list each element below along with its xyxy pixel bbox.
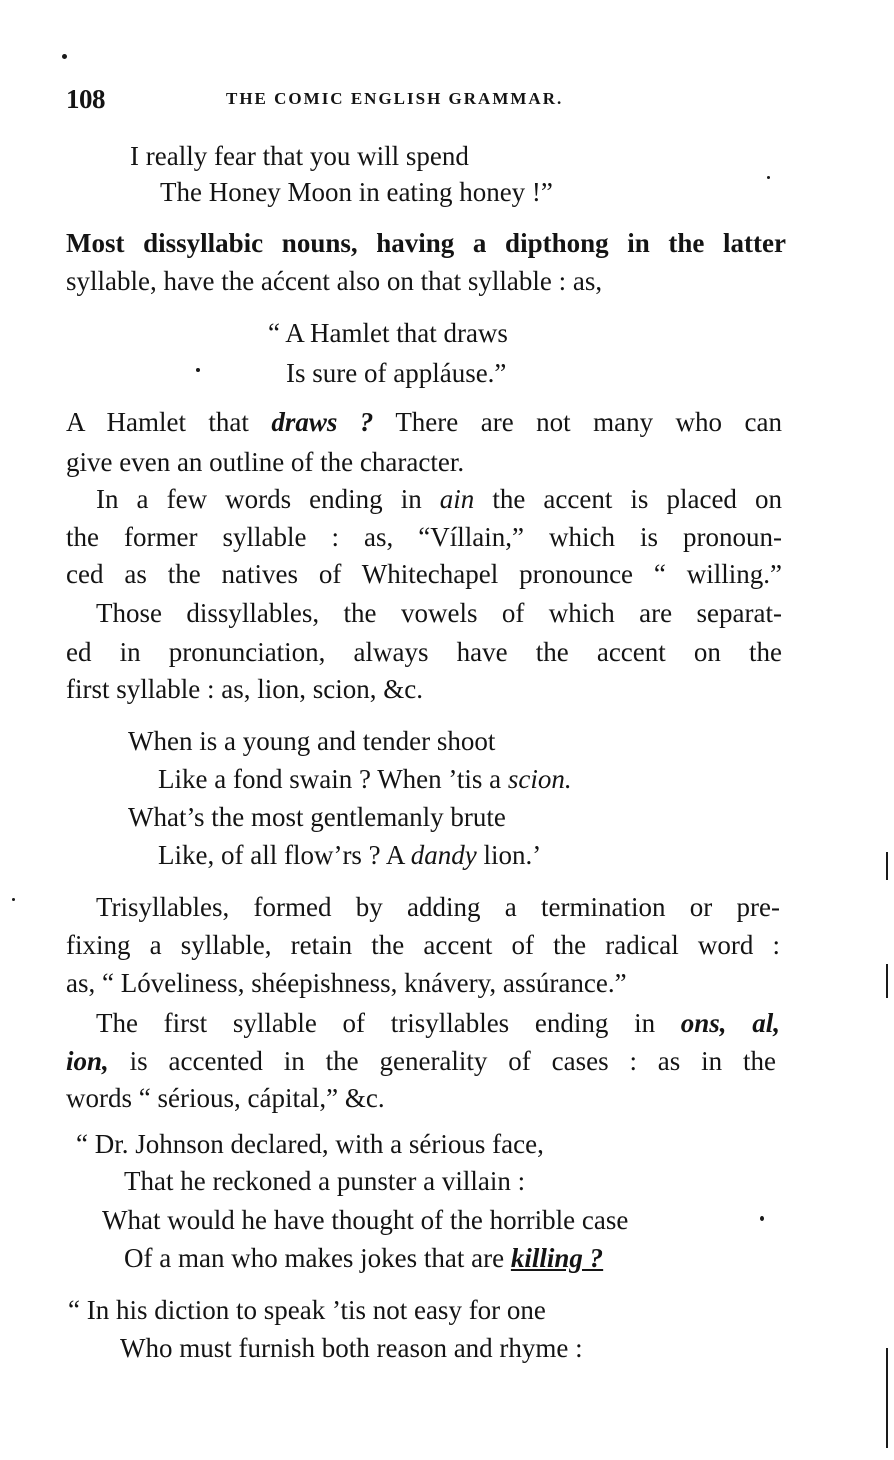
- text-run: lion.’: [476, 840, 542, 870]
- italic-text: ion,: [66, 1046, 109, 1076]
- text-run: Of a man who makes jokes that are: [124, 1243, 511, 1273]
- scan-speck: [760, 1216, 764, 1221]
- paragraph-line: words “ sérious, cápital,” &c.: [66, 1083, 385, 1113]
- scan-speck: [196, 368, 200, 372]
- paragraph-line: syllable, have the aćcent also on that syllable : as,: [66, 266, 603, 296]
- paragraph-line: as, “ Lóveliness, shéepishness, knávery, assúrance.”: [66, 968, 627, 998]
- verse-line: Is sure of appláuse.”: [286, 358, 507, 388]
- text-run: the accent is placed on: [474, 484, 782, 514]
- verse-line: That he reckoned a punster a villain :: [124, 1166, 526, 1196]
- verse-line: “ Dr. Johnson declared, with a sérious face,: [76, 1129, 544, 1159]
- italic-text: ons, al,: [680, 1008, 780, 1038]
- text-run: Like a fond swain ? When ’tis a: [158, 764, 508, 794]
- paragraph-line: first syllable : as, lion, scion, &c.: [66, 674, 423, 704]
- paragraph-line: the former syllable : as, “Víllain,” which is pronoun-: [66, 522, 782, 552]
- scan-edge-mark: [886, 1348, 888, 1448]
- verse-line: [124, 1241, 603, 1275]
- paragraph-line: ed in pronunciation, always have the accent on the: [66, 637, 782, 667]
- verse-line: What’s the most gentlemanly brute: [128, 802, 506, 832]
- italic-text: scion.: [507, 764, 572, 794]
- scan-edge-mark: [886, 964, 888, 998]
- paragraph-line: ced as the natives of Whitechapel pronounce “ willing.”: [66, 559, 782, 589]
- scan-edge-mark: [886, 852, 888, 880]
- verse-line: What would he have thought of the horrible case: [102, 1205, 629, 1235]
- text-run: There are not many who can: [373, 407, 782, 437]
- verse-line: “ A Hamlet that draws: [268, 318, 508, 348]
- verse-line: “ In his diction to speak ’tis not easy for one: [68, 1295, 546, 1325]
- verse-line: [158, 838, 541, 872]
- paragraph-line: Those dissyllables, the vowels of which are separat-: [96, 598, 782, 628]
- paragraph-line: Most dissyllabic nouns, having a dipthong in the latter: [66, 228, 786, 258]
- italic-text: dandy: [410, 840, 477, 870]
- running-title: THE COMIC ENGLISH GRAMMAR.: [226, 89, 564, 108]
- scan-speck: [62, 54, 67, 59]
- text-run: Like, of all flow’rs ? A: [158, 840, 411, 870]
- paragraph-line: Trisyllables, formed by adding a termination or pre-: [96, 892, 780, 922]
- verse-line: [158, 762, 572, 796]
- paragraph-line: give even an outline of the character.: [66, 447, 465, 477]
- paragraph-line: fixing a syllable, retain the accent of the radical word :: [66, 930, 780, 960]
- page-header: [66, 84, 786, 118]
- italic-text: ain: [439, 484, 475, 514]
- page-number: 108: [66, 84, 105, 114]
- text-run: A Hamlet that: [66, 407, 272, 437]
- italic-text: killing ?: [510, 1243, 604, 1273]
- paragraph-line: [96, 1006, 780, 1040]
- scan-speck: [12, 898, 15, 901]
- paragraph-line: [66, 1044, 776, 1078]
- scan-speck: [767, 176, 770, 179]
- italic-text: draws ?: [271, 407, 374, 437]
- verse-line: When is a young and tender shoot: [128, 726, 496, 756]
- verse-line: Who must furnish both reason and rhyme :: [120, 1333, 583, 1363]
- verse-line: I really fear that you will spend: [130, 141, 469, 171]
- text-run: The first syllable of trisyllables ending in: [96, 1008, 681, 1038]
- paragraph-line: [96, 482, 782, 516]
- text-run: is accented in the generality of cases : as in the: [108, 1046, 776, 1076]
- verse-line: The Honey Moon in eating honey !”: [160, 177, 553, 207]
- text-run: In a few words ending in: [96, 484, 440, 514]
- paragraph-line: [66, 405, 782, 439]
